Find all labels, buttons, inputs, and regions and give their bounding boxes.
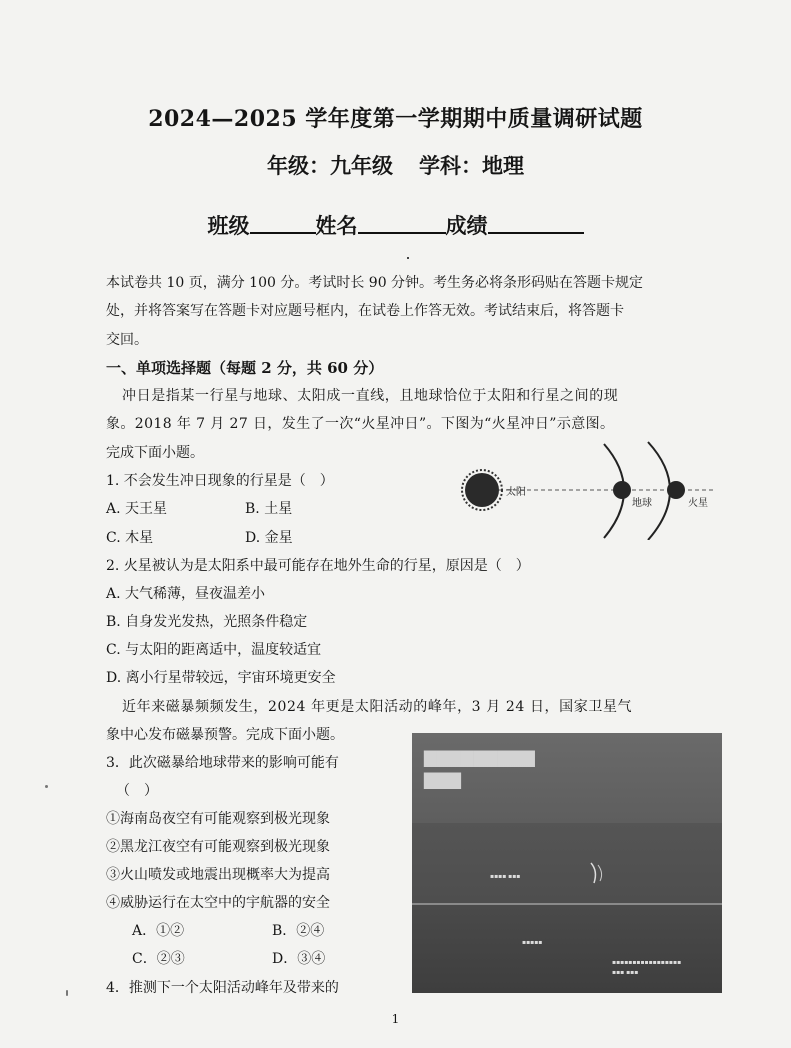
aurora-icon (588, 861, 608, 885)
statement-3: ③火山喷发或地震出现概率大为提高 (106, 867, 330, 883)
mars-icon (667, 481, 685, 499)
score-blank[interactable] (488, 216, 584, 234)
sun-label: 太阳 (506, 487, 526, 498)
instruction-line: 交回。 (106, 332, 148, 348)
option-d[interactable]: D. 离小行星带较远，宇宙环境更安全 (106, 670, 336, 686)
scan-speck (407, 257, 409, 259)
page-number: 1 (391, 1012, 400, 1026)
question-stem: 1. 不会发生冲日现象的行星是（ ） (106, 473, 334, 489)
scan-speck (45, 785, 48, 788)
instruction-line: 处，并将答案写在答题卡对应题号框内，在试卷上作答无效。考试结束后，将答题卡 (106, 303, 624, 319)
grade-label: 年级：九年级 (267, 153, 393, 178)
name-blank[interactable] (358, 216, 446, 234)
earth-icon (613, 481, 631, 499)
statement-4: ④威胁运行在太空中的宇航器的安全 (106, 895, 330, 911)
photo-caption-blur: ▪▪▪▪▪ (522, 939, 543, 946)
news-photo (412, 733, 722, 993)
option-b[interactable]: B. 土星 (245, 501, 293, 517)
option-b[interactable]: B. 自身发光发热，光照条件稳定 (106, 614, 308, 630)
exam-subtitle (0, 150, 791, 180)
statement-1: ①海南岛夜空有可能观察到极光现象 (106, 811, 330, 827)
exam-title: 2024—2025 学年度第一学期期中质量调研试题 (148, 106, 643, 132)
earth-label: 地球 (632, 498, 652, 509)
mars-label: 火星 (688, 498, 708, 509)
photo-caption-blur: ▪▪▪▪▪▪▪▪▪▪▪▪▪▪▪▪▪ (612, 959, 682, 966)
student-info-fields (0, 210, 791, 240)
question-stem: 2. 火星被认为是太阳系中最可能存在地外生命的行星，原因是（ ） (106, 558, 530, 574)
class-label: 班级 (207, 213, 250, 238)
photo-headline-blur: ▇▇▇▇▇▇▇▇▇ ▇▇▇ (424, 748, 535, 789)
mars-orbit (648, 442, 670, 540)
scan-speck (66, 990, 68, 996)
option-a[interactable]: A. 天王星 (106, 501, 168, 517)
question-stem: 3．此次磁暴给地球带来的影响可能有 (106, 755, 339, 771)
score-label: 成绩 (445, 213, 488, 238)
option-b[interactable]: B．②④ (272, 923, 325, 939)
option-a[interactable]: A．①② (132, 923, 185, 939)
passage-line: 冲日是指某一行星与地球、太阳成一直线，且地球恰位于太阳和行星之间的现 (122, 388, 619, 404)
passage-line: 象。2018 年 7 月 27 日，发生了一次“火星冲日”。下图为“火星冲日”示意图。 (106, 416, 615, 432)
option-c[interactable]: C．②③ (132, 951, 185, 967)
question-stem: 4．推测下一个太阳活动峰年及带来的 (106, 980, 339, 996)
mars-opposition-diagram (452, 440, 722, 540)
option-c[interactable]: C. 木星 (106, 530, 154, 546)
sun-icon (462, 470, 502, 510)
section-heading: 一、单项选择题（每题 2 分，共 60 分） (106, 359, 384, 377)
answer-paren: （ ） (116, 783, 158, 799)
class-blank[interactable] (250, 216, 316, 234)
passage-line: 完成下面小题。 (106, 445, 204, 461)
passage-line: 象中心发布磁暴预警。完成下面小题。 (106, 727, 344, 743)
option-c[interactable]: C. 与太阳的距离适中，温度较适宜 (106, 642, 322, 658)
option-d[interactable]: D．③④ (272, 951, 326, 967)
option-a[interactable]: A. 大气稀薄，昼夜温差小 (106, 586, 266, 602)
name-label: 姓名 (315, 213, 358, 238)
photo-caption-blur: ▪▪▪ ▪▪▪ (612, 969, 639, 976)
instruction-line: 本试卷共 10 页，满分 100 分。考试时长 90 分钟。考生务必将条形码贴在答题卡规定 (106, 275, 644, 291)
option-d[interactable]: D. 金星 (245, 530, 293, 546)
passage-line: 近年来磁暴频频发生，2024 年更是太阳活动的峰年，3 月 24 日，国家卫星气 (122, 699, 633, 715)
subject-label: 学科：地理 (419, 153, 524, 178)
statement-2: ②黑龙江夜空有可能观察到极光现象 (106, 839, 330, 855)
photo-caption-blur: ▪▪▪▪ ▪▪▪ (490, 873, 521, 880)
